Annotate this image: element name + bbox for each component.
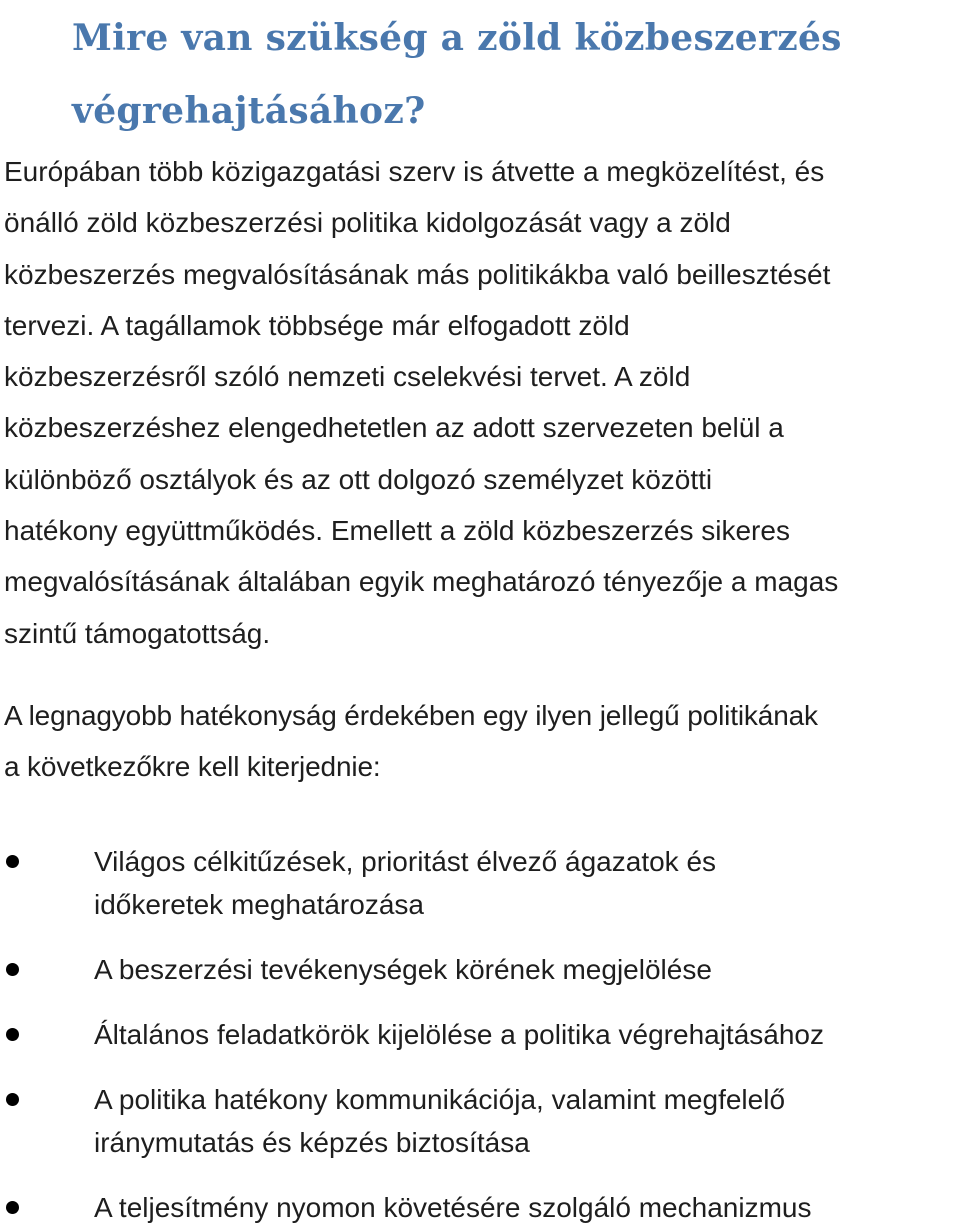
paragraph-line: A legnagyobb hatékonyság érdekében egy ilyen jellegű politikának	[4, 699, 818, 731]
paragraph-line: különböző osztályok és az ott dolgozó személyzet közötti	[4, 463, 713, 495]
list-item-line: időkeretek meghatározása	[94, 888, 424, 920]
list-item	[4, 840, 960, 926]
paragraph-line: önálló zöld közbeszerzési politika kidolgozását vagy a zöld	[4, 207, 731, 239]
list-item-line: iránymutatás és képzés biztosítása	[94, 1126, 530, 1158]
bullet-dot-icon	[6, 963, 19, 976]
paragraph-line: szintű támogatottság.	[4, 617, 271, 649]
bullet-dot-icon	[6, 1028, 19, 1041]
paragraph-line: Európában több közigazgatási szerv is átvette a megközelítést, és	[4, 156, 825, 187]
paragraph-line: közbeszerzésről szóló nemzeti cselekvési tervet. A zöld	[4, 361, 691, 393]
heading-line: Mire van szükség a zöld közbeszerzés	[72, 17, 842, 59]
intro-paragraph	[4, 146, 960, 659]
bullet-dot-icon	[6, 1093, 19, 1106]
list-item	[4, 1186, 960, 1229]
list-item-line: A politika hatékony kommunikációja, valamint megfelelő	[94, 1083, 786, 1115]
list-item	[4, 1078, 960, 1164]
section-heading	[4, 0, 932, 148]
list-item	[4, 1013, 960, 1056]
list-item-line: Általános feladatkörök kijelölése a politika végrehajtásához	[94, 1018, 824, 1050]
bullet-dot-icon	[6, 855, 19, 868]
heading-line: végrehajtásához?	[72, 90, 426, 132]
paragraph-line: a következőkre kell kiterjednie:	[4, 751, 381, 783]
list-item-line: A beszerzési tevékenységek körének megjelölése	[94, 953, 712, 985]
paragraph-line: közbeszerzéshez elengedhetetlen az adott szervezeten belül a	[4, 412, 784, 444]
paragraph-line: hatékony együttműködés. Emellett a zöld közbeszerzés sikeres	[4, 515, 790, 547]
policy-bullet-list	[4, 840, 960, 1229]
paragraph-line: tervezi. A tagállamok többsége már elfogadott zöld	[4, 309, 630, 341]
policy-scope-paragraph	[4, 690, 960, 793]
list-item	[4, 948, 960, 991]
list-item-line: A teljesítmény nyomon követésére szolgáló mechanizmus	[94, 1191, 812, 1223]
list-item-line: Világos célkitűzések, prioritást élvező ágazatok és	[94, 845, 717, 877]
bullet-dot-icon	[6, 1201, 19, 1214]
paragraph-line: megvalósításának általában egyik meghatározó tényezője a magas	[4, 566, 839, 598]
paragraph-line: közbeszerzés megvalósításának más politikákba való beillesztését	[4, 258, 831, 290]
